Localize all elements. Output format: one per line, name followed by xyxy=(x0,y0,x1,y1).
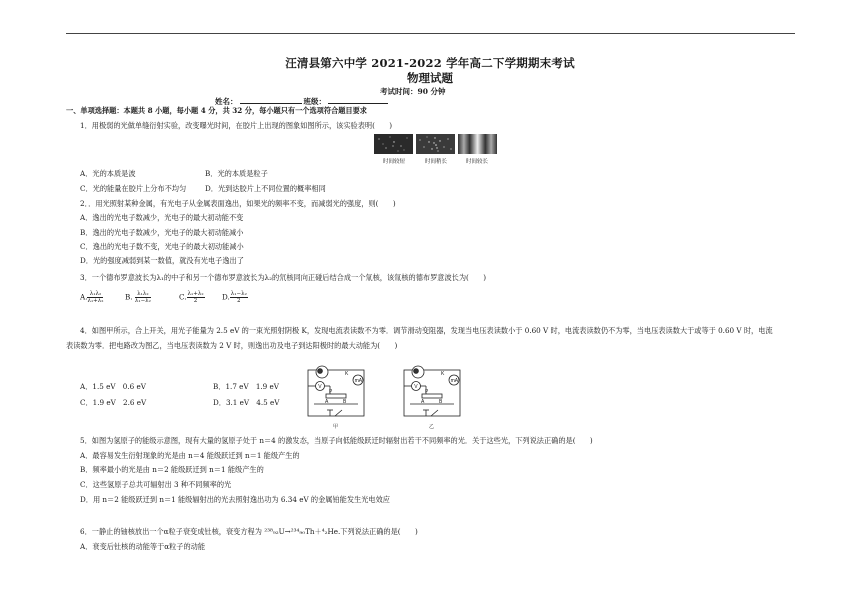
right-figure-label: 乙 xyxy=(429,424,435,430)
left-voltmeter-label: V xyxy=(318,384,322,390)
class-blank xyxy=(328,96,388,104)
exam-title: 汪清县第六中学 2021-2022 学年高二下学期期末考试 xyxy=(285,56,575,70)
right-voltmeter-label: V xyxy=(414,384,418,390)
q3-a-num: λ₁λ₂ xyxy=(87,291,103,298)
class-label: 班级： xyxy=(303,97,326,106)
q5-stem: 5．如图为氢原子的能级示意图，现有大量的氢原子处于 n＝4 的激发态，当原子向低能级跃迁时辐射出若干不同频率的光．关于这些光，下列说法正确的是( ) xyxy=(80,436,593,445)
exam-subtitle: 物理试题 xyxy=(407,71,453,85)
q2-option-a[interactable]: A．逸出的光电子数减少，光电子的最大初动能不变 xyxy=(80,213,244,222)
q5-option-d[interactable]: D．用 n＝2 能级跃迁到 n＝1 能级辐射出的光去照射逸出功为 6.34 eV 的金属铂能发生光电效应 xyxy=(80,495,390,504)
circuit-right xyxy=(404,366,460,416)
q5-option-a[interactable]: A．最容易发生衍射现象的光是由 n＝4 能级跃迁到 n＝1 能级产生的 xyxy=(80,451,300,460)
q3-a-den: λ₁+λ₂ xyxy=(87,298,104,304)
q3-d-fraction xyxy=(230,291,248,304)
caption-medium: 时间稍长 xyxy=(425,159,448,165)
q4-stem-line1: 4．如图甲所示，合上开关，用光子能量为 2.5 eV 的一束光照射阴极 K，发现电流表读数不为零．调节滑动变阻器，发现当电压表读数小于 0.60 V 时，电流表读数仍不为零，当电压表读数大于或等于 0.60 V 时，电流 xyxy=(80,326,773,335)
q2-option-b[interactable]: B．逸出的光电子数减少，光电子的最大初动能减小 xyxy=(80,228,244,237)
q3-d-prefix: D. xyxy=(222,292,230,302)
top-rule xyxy=(66,33,795,34)
q1-option-d[interactable]: D．光到达胶片上不同位置的概率相同 xyxy=(205,184,326,193)
q3-stem: 3．一个德布罗意波长为λ₁的中子和另一个德布罗意波长为λ₂的氘核同向正碰后结合成一个氚核，该氚核的德布罗意波长为( ) xyxy=(80,273,486,282)
q6-stem: 6．一静止的铀核放出一个α粒子衰变成钍核，衰变方程为 ²³⁸₉₂U→²³⁴₉₀Th＋⁴₂He.下列说法正确的是( ) xyxy=(80,527,418,536)
q3-d-den: 2 xyxy=(237,298,241,304)
q3-a-prefix: A. xyxy=(80,292,88,302)
section-heading: 一、单项选择题：本题共 8 小题，每小题 4 分，共 32 分，每小题只有一个选项符合题目要求 xyxy=(66,106,367,115)
left-b-label: B xyxy=(343,399,347,405)
q5-option-b[interactable]: B．频率最小的光是由 n＝2 能级跃迁到 n＝1 能级产生的 xyxy=(80,465,264,474)
q1-stem: 1．用极弱的光做单缝衍射实验，改变曝光时间，在胶片上出现的图象如图所示，该实验表明( ) xyxy=(80,121,393,130)
caption-short: 时间较短 xyxy=(383,159,406,165)
image-short xyxy=(374,134,413,154)
q4-option-b[interactable]: B．1.7 eV 1.9 eV xyxy=(213,382,279,391)
diffraction-images xyxy=(374,134,498,156)
q3-c-num: λ₁+λ₂ xyxy=(187,291,204,297)
q4-option-d[interactable]: D．3.1 eV 4.5 eV xyxy=(213,398,280,407)
q3-b-fraction xyxy=(135,291,151,304)
q4-option-a[interactable]: A．1.5 eV 0.6 eV xyxy=(80,382,146,391)
circuit-figures xyxy=(300,358,470,432)
q5-option-c[interactable]: C．这些氢原子总共可辐射出 3 种不同频率的光 xyxy=(80,480,232,489)
q1-option-c[interactable]: C．光的能量在胶片上分布不均匀 xyxy=(80,184,187,193)
right-slider-label: P xyxy=(425,389,429,395)
q6-option-a[interactable]: A．衰变后钍核的动能等于α粒子的动能 xyxy=(80,542,206,551)
right-b-label: B xyxy=(439,399,443,405)
left-figure-label: 甲 xyxy=(333,424,339,430)
right-cathode-label: K xyxy=(441,371,445,377)
q4-option-c[interactable]: C．1.9 eV 2.6 eV xyxy=(80,398,147,407)
q3-option-a[interactable] xyxy=(80,291,103,304)
exam-time: 考试时间：90 分钟 xyxy=(380,87,446,96)
circuit-left xyxy=(308,366,364,416)
q3-option-c[interactable] xyxy=(179,291,205,304)
right-a-label: A xyxy=(421,399,425,405)
q2-option-c[interactable]: C．逸出的光电子数不变，光电子的最大初动能减小 xyxy=(80,242,244,251)
q3-c-prefix: C. xyxy=(179,292,187,302)
q2-option-d[interactable]: D．光的强度减弱到某一数值，就没有光电子逸出了 xyxy=(80,256,244,265)
circuit-right-labels xyxy=(414,371,459,430)
q3-option-d[interactable] xyxy=(222,291,248,304)
q3-b-num: λ₁λ₂ xyxy=(135,291,151,298)
q3-option-b[interactable] xyxy=(125,291,151,304)
q3-b-den: λ₁−λ₂ xyxy=(134,298,151,304)
circuit-left-labels xyxy=(318,371,363,430)
q3-c-fraction xyxy=(187,291,205,304)
q3-a-fraction xyxy=(87,291,103,304)
left-a-label: A xyxy=(325,399,329,405)
q4-stem-line2: 表读数为零．把电路改为图乙，当电压表读数为 2 V 时，则逸出功及电子到达阳极时的最大动能为( ) xyxy=(66,341,398,350)
q3-d-num: λ₁−λ₂ xyxy=(230,291,247,297)
name-label: 姓名： xyxy=(215,97,238,106)
caption-long: 时间较长 xyxy=(466,159,489,165)
image-medium xyxy=(416,134,455,154)
left-ammeter-label: mA xyxy=(354,378,363,384)
left-cathode-label: K xyxy=(345,371,349,377)
left-slider-label: P xyxy=(329,389,333,395)
q1-option-b[interactable]: B．光的本质是粒子 xyxy=(205,169,268,178)
right-ammeter-label: mA xyxy=(450,378,459,384)
image-long xyxy=(458,134,497,154)
q3-c-den: 2 xyxy=(193,298,198,304)
name-blank xyxy=(240,96,302,104)
q2-stem: 2．．用光照射某种金属，有光电子从金属表面逸出，如果光的频率不变，而减弱光的强度，则( ) xyxy=(80,199,396,208)
q1-option-a[interactable]: A．光的本质是波 xyxy=(80,169,136,178)
q3-b-prefix: B. xyxy=(125,292,133,302)
